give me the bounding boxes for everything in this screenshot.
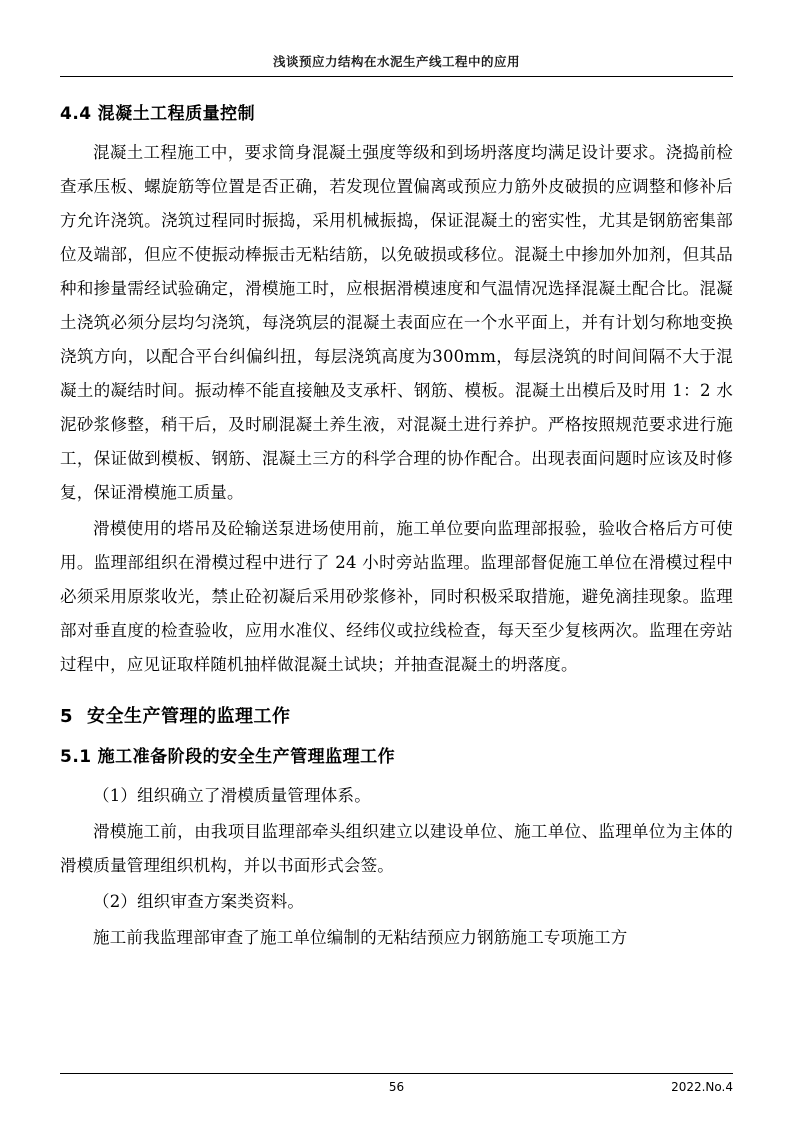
header-divider — [60, 76, 733, 77]
section-number: 4.4 — [60, 104, 92, 124]
section-title: 混凝土工程质量控制 — [97, 104, 256, 124]
section-heading-5-1 — [60, 742, 733, 767]
paragraph: 滑模施工前，由我项目监理部牵头组织建立以建设单位、施工单位、监理单位为主体的滑模质量管理组织机构，并以书面形式会签。 — [60, 822, 733, 875]
page-footer — [60, 1073, 733, 1098]
paragraph: 施工前我监理部审查了施工单位编制的无粘结预应力钢筋施工专项施工方 — [93, 928, 628, 947]
section-heading-5 — [60, 702, 733, 728]
section-number: 5.1 — [60, 747, 92, 767]
paragraph: （2）组织审查方案类资料。 — [93, 892, 305, 911]
paragraph: （1）组织确立了滑模质量管理体系。 — [93, 786, 371, 805]
page-content — [60, 52, 733, 1082]
page-number: 56 — [388, 1080, 405, 1094]
section-title: 安全生产管理的监理工作 — [87, 706, 291, 727]
running-head: 浅谈预应力结构在水泥生产线工程中的应用 — [272, 54, 520, 69]
paragraph: 滑模使用的塔吊及砼输送泵进场使用前，施工单位要向监理部报验，验收合格后方可使用。监理部组织在滑模过程中进行了 24 小时旁站监理。监理部督促施工单位在滑模过程中必须采用原浆收光，禁止砼初凝后采用砂浆修补，同时积极采取措施，避免滴挂现象。监理部对垂直度的检查验收，应用水准仪、经纬仪或拉线检查，每天至少复核两次。监理在旁站过程中，应见证取样随机抽样做混凝土试块；并抽查混凝土的坍落度。 — [60, 519, 733, 674]
paragraph: 混凝土工程施工中，要求筒身混凝土强度等级和到场坍落度均满足设计要求。浇捣前检查承压板、螺旋筋等位置是否正确，若发现位置偏离或预应力筋外皮破损的应调整和修补后方允许浇筑。浇筑过程同时振捣，采用机械振捣，保证混凝土的密实性，尤其是钢筋密集部位及端部，但应不使振动棒振击无粘结筋，以免破损或移位。混凝土中掺加外加剂，但其品种和掺量需经试验确定，滑模施工时，应根据滑模速度和气温情况选择混凝土配合比。混凝土浇筑必须分层均匀浇筑，每浇筑层的混凝土表面应在一个水平面上，并有计划匀称地变换浇筑方向，以配合平台纠偏纠扭，每层浇筑高度为300mm，每层浇筑的时间间隔不大于混凝土的凝结时间。振动棒不能直接触及支承杆、钢筋、模板。混凝土出模后及时用 1：2 水泥砂浆修整，稍干后，及时刷混凝土养生液，对混凝土进行养护。严格按照规范要求进行施工，保证做到模板、钢筋、混凝土三方的科学合理的协作配合。出现表面问题时应该及时修复，保证滑模施工质量。 — [60, 143, 733, 502]
footer-divider — [60, 1073, 733, 1074]
section-title: 施工准备阶段的安全生产管理监理工作 — [97, 747, 396, 767]
section-number: 5 — [60, 706, 74, 727]
section-heading-4-4 — [60, 99, 733, 124]
issue-label: 2022.No.4 — [671, 1080, 733, 1094]
